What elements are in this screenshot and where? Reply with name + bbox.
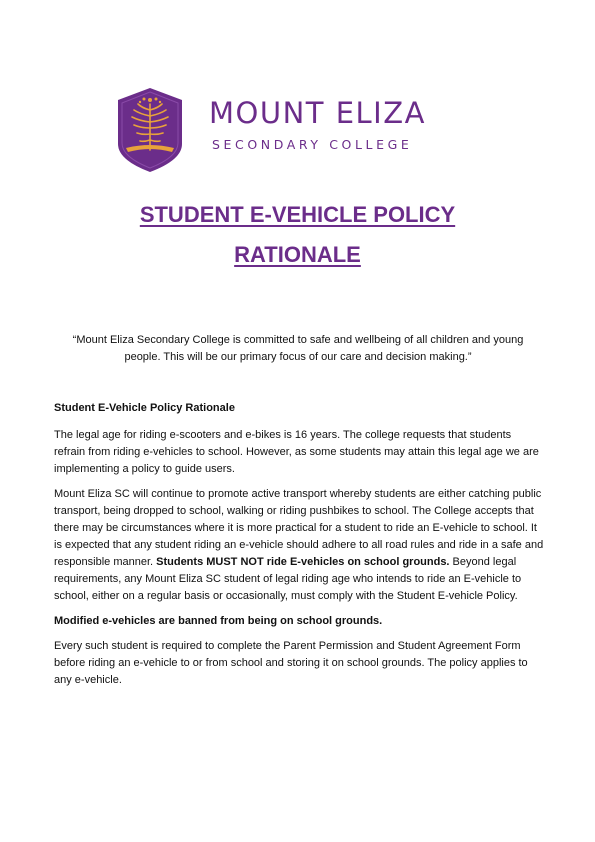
brand-name: MOUNT ELIZA: [209, 96, 426, 130]
paragraph-legal-age: The legal age for riding e-scooters and e-bikes is 16 years. The college requests that students refrain from riding e-vehicles to school. However, as some students may attain this legal age we are implementing a policy to guide users.: [54, 429, 539, 475]
paragraph-permission-form: Every such student is required to complete the Parent Permission and Student Agreement Form before riding an e-vehicle to or from school and storing it on school grounds. The policy applies to any e-vehicle.: [54, 640, 528, 686]
college-logo: [116, 86, 456, 176]
paragraph-active-transport: [54, 486, 544, 605]
mission-quote: “Mount Eliza Secondary College is committed to safe and wellbeing of all children and young people. This will be our primary focus of our care and decision making.”: [72, 334, 524, 363]
modified-vehicles-ban: Modified e-vehicles are banned from being on school grounds.: [54, 615, 383, 627]
bold-rule: Students MUST NOT ride E-vehicles on school grounds.: [156, 556, 450, 568]
document-title-line-1: STUDENT E-VEHICLE POLICY: [139, 202, 456, 227]
section-heading: Student E-Vehicle Policy Rationale: [54, 402, 235, 414]
paragraph-text: Beyond legal requirements, any Mount Eliza SC student of legal riding age who intends to ride an E-vehicle to school, either on a regular basis or occasionally, must comply with the Student E-vehicle Policy.: [54, 556, 522, 602]
brand-subtitle: SECONDARY COLLEGE: [212, 137, 413, 152]
document-title-line-2: RATIONALE: [234, 242, 361, 267]
paragraph-text: Mount Eliza SC will continue to promote active transport whereby students are either catching public transport, being dropped to school, walking or riding pushbikes to school. The College accepts that there may be circumstances where it is more practical for a student to ride an E-vehicle to school. It is expected that any student riding an e-vehicle should adhere to all road rules and ride in a safe and responsible manner.: [54, 488, 544, 568]
crest-icon: [116, 86, 184, 174]
policy-section: [54, 400, 544, 697]
